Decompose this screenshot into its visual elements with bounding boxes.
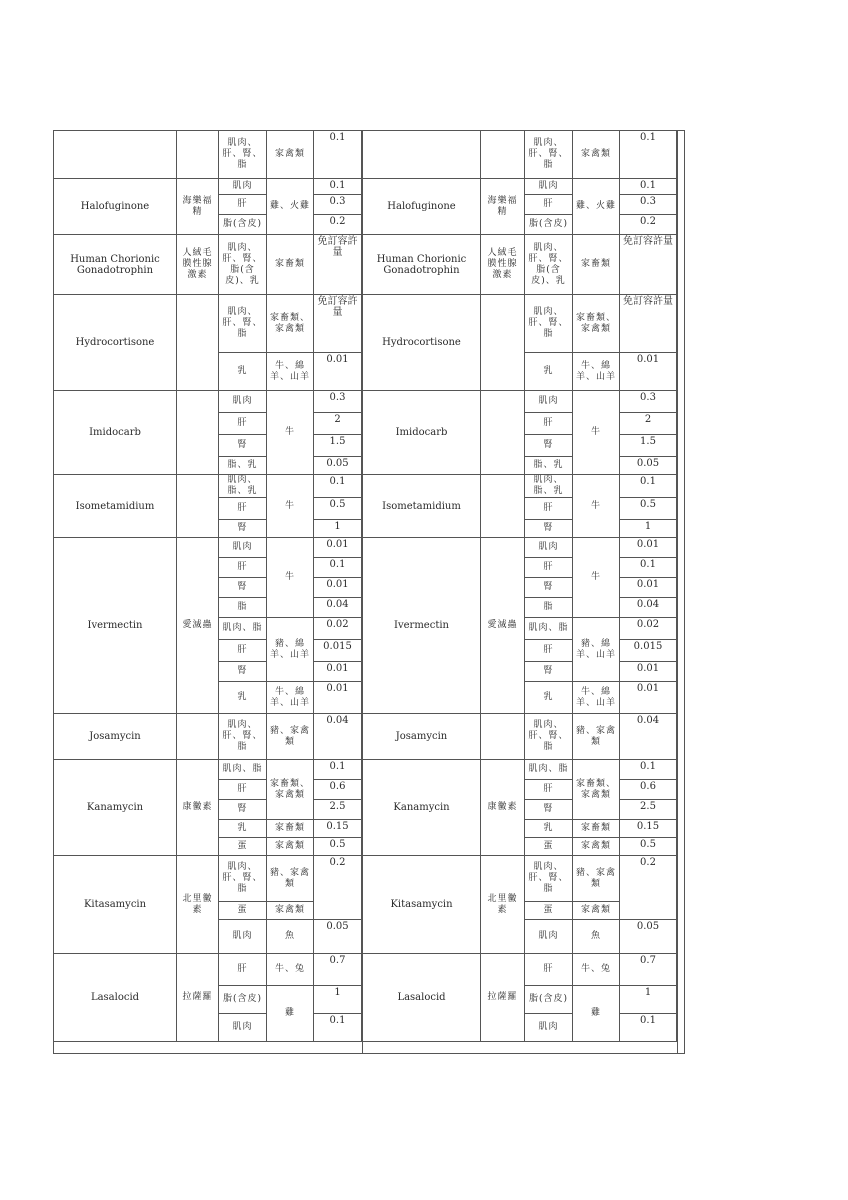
mrl-value: 免訂容許量 xyxy=(620,295,677,353)
tissue: 肝 xyxy=(219,640,267,662)
mrl-value: 0.1 xyxy=(620,179,677,195)
species: 家畜類 xyxy=(573,820,620,838)
tissue: 肝 xyxy=(525,640,573,662)
tissue: 肝 xyxy=(525,413,573,435)
mrl-value: 0.2 xyxy=(620,215,677,235)
drug-chinese-name xyxy=(481,131,525,179)
tissue: 腎 xyxy=(219,800,267,820)
table-row xyxy=(363,391,677,413)
species: 家畜類、家禽類 xyxy=(267,760,314,820)
tissue: 肌肉 xyxy=(525,391,573,413)
tissue: 肌肉 xyxy=(525,179,573,195)
mrl-value: 1 xyxy=(620,986,677,1014)
species: 家禽類 xyxy=(573,838,620,856)
tissue: 蛋 xyxy=(219,838,267,856)
mrl-value: 1.5 xyxy=(620,435,677,457)
tissue: 脂(含皮) xyxy=(525,986,573,1014)
mrl-value: 0.5 xyxy=(620,498,677,520)
drug-name xyxy=(363,131,481,179)
mrl-value: 1 xyxy=(314,520,362,538)
mrl-value: 0.01 xyxy=(620,682,677,714)
drug-name: Lasalocid xyxy=(363,954,481,1042)
drug-name: Human Chorionic Gonadotrophin xyxy=(54,235,177,295)
tissue: 肌肉 xyxy=(525,920,573,954)
species: 牛 xyxy=(267,475,314,538)
tissue: 肝 xyxy=(525,558,573,578)
table-row xyxy=(54,235,362,295)
drug-chinese-name: 愛滅蟲 xyxy=(481,538,525,714)
tissue: 脂(含皮) xyxy=(219,215,267,235)
species: 雞 xyxy=(573,986,620,1042)
tissue: 肌肉、肝、腎、脂 xyxy=(219,295,267,353)
residue-table-left xyxy=(53,130,362,1042)
species: 豬、家禽類 xyxy=(573,714,620,760)
mrl-value: 0.05 xyxy=(314,920,362,954)
tissue: 脂(含皮) xyxy=(525,215,573,235)
species: 豬、綿羊、山羊 xyxy=(573,618,620,682)
mrl-value: 0.1 xyxy=(314,179,362,195)
tissue: 腎 xyxy=(525,662,573,682)
species: 雞、火雞 xyxy=(573,179,620,235)
mrl-value: 0.5 xyxy=(620,838,677,856)
tissue: 腎 xyxy=(525,520,573,538)
drug-name: Human Chorionic Gonadotrophin xyxy=(363,235,481,295)
table-row xyxy=(54,391,362,413)
mrl-value: 0.04 xyxy=(620,598,677,618)
drug-chinese-name: 海樂福精 xyxy=(177,179,219,235)
mrl-value: 0.1 xyxy=(620,760,677,780)
tissue: 乳 xyxy=(525,353,573,391)
species: 家禽類 xyxy=(267,838,314,856)
species: 豬、家禽類 xyxy=(267,714,314,760)
table-row xyxy=(363,295,677,353)
mrl-value: 0.01 xyxy=(314,662,362,682)
tissue: 肌肉、肝、腎、脂 xyxy=(525,856,573,902)
tissue: 肝 xyxy=(219,195,267,215)
tissue: 肌肉、肝、腎、脂 xyxy=(219,714,267,760)
tissue: 肌肉、肝、腎、脂 xyxy=(219,856,267,902)
tissue: 腎 xyxy=(219,435,267,457)
drug-name: Josamycin xyxy=(54,714,177,760)
mrl-value: 0.3 xyxy=(620,195,677,215)
species: 牛 xyxy=(267,538,314,618)
species: 牛 xyxy=(573,538,620,618)
species: 家畜類、家禽類 xyxy=(267,295,314,353)
tissue: 肝 xyxy=(219,413,267,435)
drug-chinese-name: 愛滅蟲 xyxy=(177,538,219,714)
mrl-value: 0.04 xyxy=(314,714,362,760)
drug-chinese-name xyxy=(177,714,219,760)
species: 牛、兔 xyxy=(573,954,620,986)
column-divider xyxy=(677,131,678,1053)
table-row xyxy=(54,714,362,760)
table-row xyxy=(54,131,362,179)
tissue: 肌肉、脂 xyxy=(219,760,267,780)
drug-name: Halofuginone xyxy=(363,179,481,235)
tissue: 蛋 xyxy=(525,838,573,856)
table-row xyxy=(54,760,362,780)
species: 家畜類、家禽類 xyxy=(573,295,620,353)
tissue: 脂、乳 xyxy=(219,457,267,475)
residue-table-right xyxy=(362,130,677,1042)
mrl-value: 1.5 xyxy=(314,435,362,457)
species: 家畜類 xyxy=(267,235,314,295)
tissue: 肝 xyxy=(525,498,573,520)
drug-chinese-name: 人絨毛膜性腺激素 xyxy=(481,235,525,295)
mrl-value: 0.5 xyxy=(314,838,362,856)
tissue: 脂、乳 xyxy=(525,457,573,475)
species: 牛、綿羊、山羊 xyxy=(267,682,314,714)
species: 魚 xyxy=(573,920,620,954)
tissue: 乳 xyxy=(219,353,267,391)
table-row xyxy=(363,538,677,558)
tissue: 肌肉、脂、乳 xyxy=(525,475,573,498)
drug-name: Kanamycin xyxy=(54,760,177,856)
tissue: 脂 xyxy=(219,598,267,618)
drug-name: Kanamycin xyxy=(363,760,481,856)
mrl-value: 0.01 xyxy=(620,538,677,558)
mrl-value: 0.01 xyxy=(314,578,362,598)
tissue: 肝 xyxy=(525,780,573,800)
tissue: 蛋 xyxy=(525,902,573,920)
table-row xyxy=(54,954,362,986)
tissue: 腎 xyxy=(525,578,573,598)
table-row xyxy=(363,760,677,780)
mrl-value: 0.05 xyxy=(314,457,362,475)
mrl-value: 免訂容許量 xyxy=(314,235,362,295)
tissue: 肌肉 xyxy=(219,1014,267,1042)
tissue: 乳 xyxy=(219,682,267,714)
drug-name: Halofuginone xyxy=(54,179,177,235)
mrl-value: 0.1 xyxy=(620,558,677,578)
drug-name: Imidocarb xyxy=(363,391,481,475)
drug-chinese-name xyxy=(177,295,219,391)
table-row xyxy=(54,179,362,195)
drug-chinese-name: 拉薩羅 xyxy=(481,954,525,1042)
mrl-value: 0.1 xyxy=(314,760,362,780)
mrl-value: 0.15 xyxy=(620,820,677,838)
tissue: 腎 xyxy=(219,520,267,538)
drug-name: Lasalocid xyxy=(54,954,177,1042)
tissue: 乳 xyxy=(525,682,573,714)
mrl-value: 2.5 xyxy=(620,800,677,820)
mrl-value: 0.015 xyxy=(314,640,362,662)
species: 家禽類 xyxy=(267,131,314,179)
drug-name: Josamycin xyxy=(363,714,481,760)
drug-chinese-name: 拉薩羅 xyxy=(177,954,219,1042)
tissue: 肌肉、脂 xyxy=(525,760,573,780)
mrl-value: 0.02 xyxy=(620,618,677,640)
drug-chinese-name: 康黴素 xyxy=(481,760,525,856)
drug-chinese-name xyxy=(481,714,525,760)
mrl-value: 2 xyxy=(620,413,677,435)
tissue: 肝 xyxy=(219,498,267,520)
mrl-value: 0.2 xyxy=(314,856,362,920)
mrl-value: 0.04 xyxy=(620,714,677,760)
drug-name: Kitasamycin xyxy=(54,856,177,954)
species: 家畜類 xyxy=(573,235,620,295)
tissue: 肌肉、肝、腎、脂 xyxy=(525,295,573,353)
drug-chinese-name: 北里黴素 xyxy=(481,856,525,954)
mrl-value: 0.01 xyxy=(620,578,677,598)
mrl-value: 0.1 xyxy=(314,475,362,498)
mrl-value: 0.6 xyxy=(314,780,362,800)
drug-name: Isometamidium xyxy=(54,475,177,538)
tissue: 乳 xyxy=(219,820,267,838)
table-row xyxy=(363,475,677,498)
drug-chinese-name xyxy=(177,391,219,475)
species: 家畜類、家禽類 xyxy=(573,760,620,820)
tissue: 肌肉、肝、腎、脂 xyxy=(525,714,573,760)
tissue: 肌肉、脂、乳 xyxy=(219,475,267,498)
mrl-value: 0.2 xyxy=(314,215,362,235)
tissue: 乳 xyxy=(525,820,573,838)
mrl-value: 0.15 xyxy=(314,820,362,838)
drug-name: Ivermectin xyxy=(54,538,177,714)
species: 家禽類 xyxy=(573,902,620,920)
mrl-value: 0.1 xyxy=(314,131,362,179)
mrl-value: 0.3 xyxy=(620,391,677,413)
mrl-value: 0.5 xyxy=(314,498,362,520)
species: 牛 xyxy=(573,475,620,538)
mrl-value: 0.1 xyxy=(314,1014,362,1042)
drug-name: Kitasamycin xyxy=(363,856,481,954)
drug-chinese-name xyxy=(481,295,525,391)
tissue: 肌肉 xyxy=(525,1014,573,1042)
mrl-value: 2 xyxy=(314,413,362,435)
tissue: 脂(含皮) xyxy=(219,986,267,1014)
mrl-value: 0.01 xyxy=(314,538,362,558)
tissue: 腎 xyxy=(219,578,267,598)
tissue: 肌肉、脂 xyxy=(525,618,573,640)
drug-chinese-name xyxy=(481,391,525,475)
species: 家禽類 xyxy=(573,131,620,179)
table-row xyxy=(54,295,362,353)
tissue: 肌肉 xyxy=(219,538,267,558)
tissue: 肌肉、肝、腎、脂(含皮)、乳 xyxy=(525,235,573,295)
mrl-value: 免訂容許量 xyxy=(620,235,677,295)
species: 家禽類 xyxy=(267,902,314,920)
table-row xyxy=(363,714,677,760)
drug-chinese-name: 海樂福精 xyxy=(481,179,525,235)
drug-name: Hydrocortisone xyxy=(363,295,481,391)
tissue: 肝 xyxy=(219,558,267,578)
tissue: 肌肉 xyxy=(525,538,573,558)
drug-chinese-name xyxy=(481,475,525,538)
species: 豬、綿羊、山羊 xyxy=(267,618,314,682)
mrl-value: 0.04 xyxy=(314,598,362,618)
tissue: 肌肉 xyxy=(219,179,267,195)
mrl-value: 1 xyxy=(314,986,362,1014)
species: 牛、兔 xyxy=(267,954,314,986)
species: 豬、家禽類 xyxy=(267,856,314,902)
drug-chinese-name xyxy=(177,131,219,179)
mrl-value: 1 xyxy=(620,520,677,538)
drug-chinese-name: 北里黴素 xyxy=(177,856,219,954)
tissue: 肝 xyxy=(219,780,267,800)
table-row xyxy=(363,856,677,902)
mrl-value: 0.015 xyxy=(620,640,677,662)
table-row xyxy=(363,179,677,195)
mrl-value: 0.01 xyxy=(314,682,362,714)
table-row xyxy=(54,538,362,558)
tissue: 肌肉 xyxy=(219,920,267,954)
mrl-value: 0.7 xyxy=(620,954,677,986)
mrl-value: 0.1 xyxy=(620,1014,677,1042)
species: 家畜類 xyxy=(267,820,314,838)
drug-name: Imidocarb xyxy=(54,391,177,475)
drug-chinese-name xyxy=(177,475,219,538)
tissue: 蛋 xyxy=(219,902,267,920)
species: 牛、綿羊、山羊 xyxy=(573,353,620,391)
tissue: 肌肉、肝、腎、脂 xyxy=(219,131,267,179)
species: 牛 xyxy=(573,391,620,475)
tissue: 腎 xyxy=(525,435,573,457)
tissue: 肝 xyxy=(525,954,573,986)
table-row xyxy=(54,475,362,498)
species: 雞 xyxy=(267,986,314,1042)
species: 魚 xyxy=(267,920,314,954)
mrl-value: 0.02 xyxy=(314,618,362,640)
mrl-value: 0.3 xyxy=(314,391,362,413)
drug-name xyxy=(54,131,177,179)
mrl-value: 0.7 xyxy=(314,954,362,986)
mrl-value: 0.3 xyxy=(314,195,362,215)
drug-name: Ivermectin xyxy=(363,538,481,714)
mrl-value: 2.5 xyxy=(314,800,362,820)
species: 雞、火雞 xyxy=(267,179,314,235)
drug-name: Isometamidium xyxy=(363,475,481,538)
tissue: 肝 xyxy=(219,954,267,986)
mrl-value: 0.1 xyxy=(620,475,677,498)
species: 牛、綿羊、山羊 xyxy=(267,353,314,391)
table-row xyxy=(363,131,677,179)
mrl-value: 0.2 xyxy=(620,856,677,920)
mrl-value: 0.01 xyxy=(620,353,677,391)
tissue: 肌肉 xyxy=(219,391,267,413)
table-row xyxy=(363,954,677,986)
tissue: 腎 xyxy=(219,662,267,682)
species: 豬、家禽類 xyxy=(573,856,620,902)
mrl-value: 0.6 xyxy=(620,780,677,800)
tissue: 肌肉、肝、腎、脂(含皮)、乳 xyxy=(219,235,267,295)
table-row xyxy=(54,856,362,902)
drug-chinese-name: 人絨毛膜性腺激素 xyxy=(177,235,219,295)
mrl-value: 0.01 xyxy=(620,662,677,682)
mrl-value: 0.1 xyxy=(314,558,362,578)
drug-name: Hydrocortisone xyxy=(54,295,177,391)
tissue: 脂 xyxy=(525,598,573,618)
species: 牛、綿羊、山羊 xyxy=(573,682,620,714)
tissue: 肝 xyxy=(525,195,573,215)
table-row xyxy=(363,235,677,295)
tissue: 肌肉、脂 xyxy=(219,618,267,640)
mrl-value: 0.01 xyxy=(314,353,362,391)
mrl-value: 0.05 xyxy=(620,920,677,954)
drug-chinese-name: 康黴素 xyxy=(177,760,219,856)
tissue: 肌肉、肝、腎、脂 xyxy=(525,131,573,179)
mrl-value: 0.05 xyxy=(620,457,677,475)
species: 牛 xyxy=(267,391,314,475)
mrl-value: 0.1 xyxy=(620,131,677,179)
mrl-value: 免訂容許量 xyxy=(314,295,362,353)
tissue: 腎 xyxy=(525,800,573,820)
